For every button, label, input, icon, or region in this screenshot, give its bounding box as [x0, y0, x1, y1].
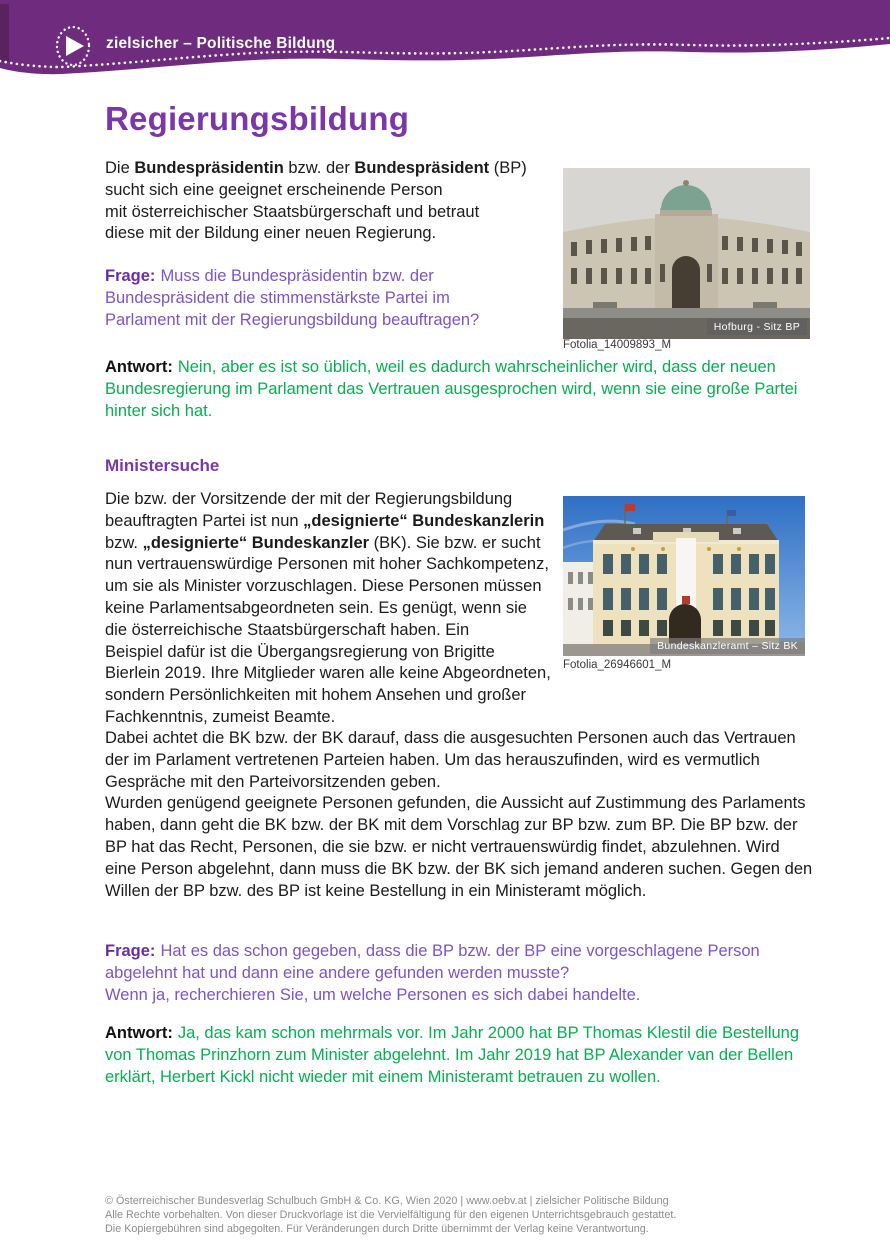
question-line: Parlament mit der Regierungsbildung beauftragen? — [105, 310, 480, 329]
ministersuche-paragraph-2: Dabei achtet die BK bzw. der BK darauf, dass die ausgesuchten Personen auch das Vertrauen der im Parlament vertretenen Parteien haben. Um das herauszufinden, wird es vermutlich Gespräche mit den Parteivorsitzenden geben. Wurden genügend geeignete Personen gefunden, die Aussicht auf Zustimmung des Parlaments haben, dann geht die BK bzw. der BK mit dem Vorschlag zur BP bzw. zum BP. Die BP bzw. der BP hat das Recht, Personen, die sie bzw. er nicht vertrauenswürdig findet, abzulehnen. Wird eine Person abgelehnt, dann muss die BK bzw. der BK sich jemand anderen suchen. Gegen den Willen der BP bzw. des BP ist keine Bestellung in ein Ministeramt möglich. — [105, 729, 813, 900]
question-line: Bundespräsident die stimmenstärkste Partei im — [105, 288, 450, 307]
intro-line: Die Bundespräsidentin bzw. der Bundespräsident (BP) — [105, 159, 527, 177]
page-title: Regierungsbildung — [105, 100, 410, 137]
hofburg-illustration — [563, 168, 810, 339]
photo-credit: Fotolia_14009893_M — [563, 339, 672, 351]
photo-credit: Fotolia_26946601_M — [563, 659, 672, 671]
header-banner — [0, 0, 890, 86]
question-line: Frage: Muss die Bundespräsidentin bzw. der — [105, 267, 434, 285]
kanzleramt-photo — [563, 496, 805, 656]
question-2: Frage: Hat es das schon gegeben, dass die BP bzw. der BP eine vorgeschlagene Person abgelehnt hat und dann eine andere gefunden werden musste? Wenn ja, recherchieren Sie, um welche Personen es sich dabei handelte. — [105, 942, 760, 1004]
photo-caption-overlay: Hofburg - Sitz BP — [707, 319, 807, 335]
answer-2: Antwort: Ja, das kam schon mehrmals vor. Im Jahr 2000 hat BP Thomas Klestil die Bestellung von Thomas Prinzhorn zum Minister abgelehnt. Im Jahr 2019 hat BP Alexander van der Bellen erklärt, Herbert Kickl nicht wieder mit einem Ministeramt betrauen zu wollen. — [105, 1024, 800, 1086]
question-label: Frage: — [105, 942, 156, 960]
footer-line: Die Kopiergebühren sind abgegolten. Für Veränderungen durch Dritte übernimmt der Verlag keine Verantwortung. — [105, 1222, 649, 1235]
intro-line: sucht sich eine geeignet erscheinende Person — [105, 180, 443, 199]
footer-copyright — [105, 1195, 825, 1236]
answer-label: Antwort: — [105, 1024, 173, 1042]
answer-label: Antwort: — [105, 358, 173, 376]
intro-line: mit österreichischer Staatsbürgerschaft und betraut — [105, 202, 480, 221]
question-label: Frage: — [105, 267, 156, 285]
ministersuche-paragraph: Die bzw. der Vorsitzende der mit der Regierungsbildung beauftragten Partei ist nun „designierte“ Bundeskanzlerin bzw. „designierte“ Bundeskanzler (BK). Sie bzw. er sucht nun vertrauenswürdige Personen mit hoher Sachkompetenz, um sie als Minister vorzuschlagen. Diese Personen müssen keine Parlamentsabgeordneten sein. Es genügt, wenn sie die österreichische Staatsbürgerschaft haben. Ein Beispiel dafür ist die Übergangsregierung von Brigitte Bierlein 2019. Ihre Mitglieder waren alle keine Abgeordneten, sondern Persönlichkeiten mit hohem Ansehen und großer Fachkenntnis, zumeist Beamte. — [105, 490, 551, 726]
intro-line: diese mit der Bildung einer neuen Regierung. — [105, 224, 437, 243]
footer-line: © Österreichischer Bundesverlag Schulbuch GmbH & Co. KG, Wien 2020 | www.oebv.at | zielsicher Politische Bildung — [105, 1195, 669, 1207]
brand-text: zielsicher – Politische Bildung — [106, 35, 336, 52]
intro-paragraph — [105, 158, 565, 245]
question-1 — [105, 266, 575, 331]
section-heading-ministersuche: Ministersuche — [105, 456, 220, 475]
photo-caption-overlay: Bundeskanzleramt – Sitz BK — [650, 638, 805, 654]
footer-line: Alle Rechte vorbehalten. Von dieser Druckvorlage ist die Vervielfältigung für den eigenen Unterrichtsgebrauch gestattet. — [105, 1208, 677, 1221]
hofburg-photo — [563, 168, 810, 339]
answer-1: Antwort: Nein, aber es ist so üblich, weil es dadurch wahrscheinlicher wird, dass der neuen Bundesregierung im Parlament das Vertrauen ausgesprochen wird, wenn sie eine große Partei hinter sich hat. — [105, 358, 798, 420]
kanzleramt-illustration — [563, 496, 805, 656]
